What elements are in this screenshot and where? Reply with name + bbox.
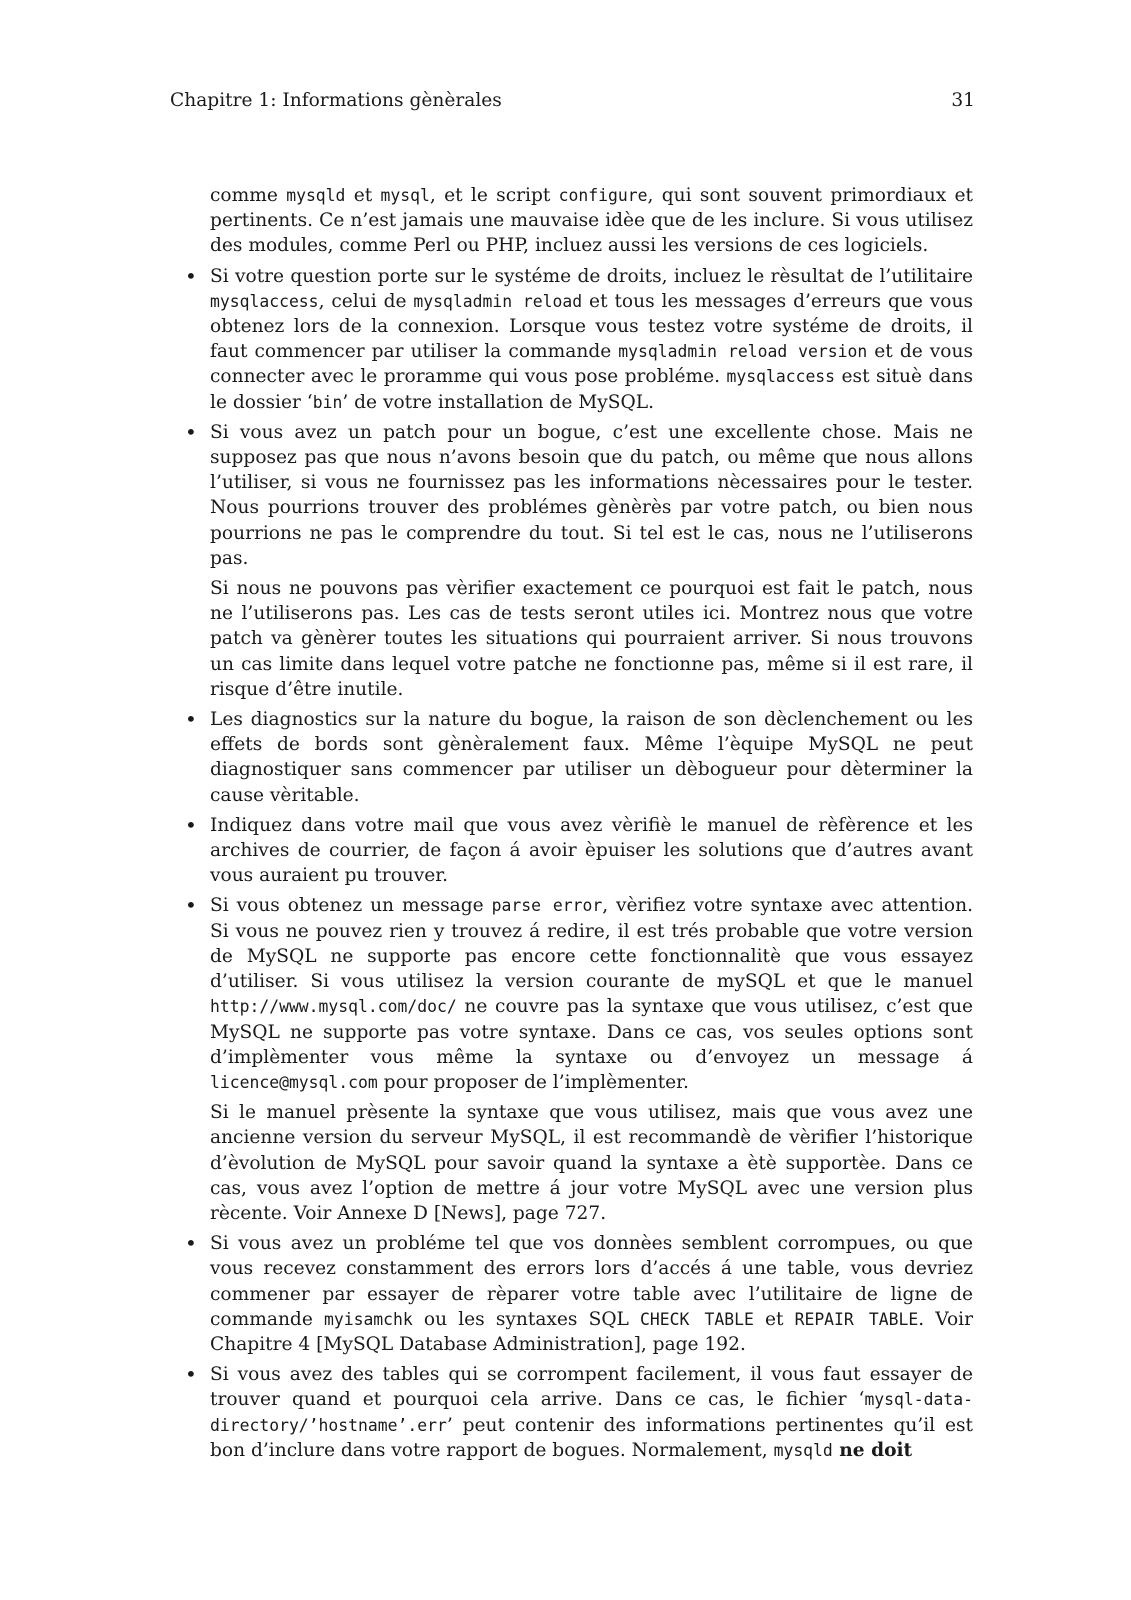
page-number: 31	[951, 90, 975, 111]
inline-code: REPAIR TABLE	[794, 1309, 919, 1329]
bullet-icon: •	[185, 1231, 197, 1256]
list-item	[185, 707, 973, 808]
list-item	[185, 1362, 973, 1463]
inline-code: mysqladmin reload	[413, 291, 583, 311]
bullet-icon: •	[185, 812, 197, 837]
list-item-text: Si votre question porte sur le systéme de droits, incluez le rèsultat de l’utilitaire mysqlaccess, celui de mysqladmin reload et tous les messages d’erreurs que vous obtenez lors de la connexion. Lorsque vous testez votre systéme de droits, il faut commencer par utiliser la commande mysqladmin reload version et de vous connecter avec le proramme qui vous pose probléme. mysqlaccess est situè dans le dossier ‘bin’ de votre installation de MySQL.	[210, 265, 973, 413]
inline-code: mysqld	[773, 1440, 833, 1460]
inline-code: mysqlaccess	[210, 291, 319, 311]
list-item-text: Si vous avez des tables qui se corrompent facilement, il vous faut essayer de trouver quand et pourquoi cela arrive. Dans ce cas, le fichier ‘mysql-data-directory/’hostname’.err’ peut contenir des informations pertinentes qu’il est bon d’inclure dans votre rapport de bogues. Normalement, mysqld ne doit	[210, 1364, 973, 1461]
inline-code: CHECK TABLE	[640, 1309, 754, 1329]
list-item-text: Si nous ne pouvons pas vèrifier exactement ce pourquoi est fait le patch, nous ne l’utiliserons pas. Les cas de tests seront utiles ici. Montrez nous que votre patch va gènèrer toutes les situations qui pourraient arriver. Si nous trouvons un cas limite dans lequel votre patche ne fonctionne pas, même si il est rare, il risque d’être inutile.	[210, 578, 973, 700]
bullet-icon: •	[185, 263, 197, 288]
list-item	[185, 893, 973, 1226]
running-title: Chapitre 1: Informations gènèrales	[170, 90, 502, 111]
list-item-text: Indiquez dans votre mail que vous avez vèrifiè le manuel de rèfèrence et les archives de courrier, de façon á avoir èpuiser les solutions que d’autres avant vous auraient pu trouver.	[210, 814, 973, 887]
inline-code: http://www.mysql.com/doc/	[210, 997, 457, 1017]
list-item-text: Si vous avez un patch pour un bogue, c’est une excellente chose. Mais ne supposez pas que nous n’avons besoin que du patch, ou même que nous allons l’utiliser, si vous ne fournissez pas les informations nècessaires pour le tester. Nous pourrions trouver des problémes gènèrès par votre patch, ou bien nous pourrions ne pas le comprendre du tout. Si tel est le cas, nous ne l’utiliserons pas.	[210, 421, 973, 569]
list-item-text: Si vous obtenez un message parse error, vèrifiez votre syntaxe avec attention. Si vous ne pouvez rien y trouvez á redire, il est trés probable que votre version de MySQL ne supporte pas encore cette fonctionnalitè que vous essayez d’utiliser. Si vous utilisez la version courante de mySQL et que le manuel http://www.mysql.com/doc/ ne couvre pas la syntaxe que vous utilisez, c’est que MySQL ne supporte pas votre syntaxe. Dans ce cas, vos seules options sont d’implèmenter vous même la syntaxe ou d’envoyez un message á licence@mysql.com pour proposer de l’implèmenter.	[210, 895, 973, 1093]
running-header	[170, 88, 975, 116]
inline-code: mysql-data-directory/’hostname’.err	[210, 1390, 973, 1435]
inline-code: mysqld	[286, 186, 346, 205]
inline-code: configure	[558, 186, 648, 205]
list-item-text: Si vous avez un probléme tel que vos donnèes semblent corrompues, ou que vous recevez constamment des errors lors d’accés á une table, vous devriez commener par essayer de rèparer votre table avec l’utilitaire de ligne de commande myisamchk ou les syntaxes SQL CHECK TABLE et REPAIR TABLE. Voir Chapitre 4 [MySQL Database Administration], page 192.	[210, 1233, 974, 1355]
inline-code: mysqladmin reload version	[618, 342, 868, 362]
list-item	[185, 812, 973, 889]
list-item	[185, 1231, 974, 1357]
list-item-text: Les diagnostics sur la nature du bogue, la raison de son dèclenchement ou les effets de bords sont gènèralement faux. Même l’èquipe MySQL ne peut diagnostiquer sans commencer par utiliser un dèbogueur pour dèterminer la cause vèritable.	[210, 709, 973, 806]
page-body	[185, 183, 974, 1468]
bullet-icon: •	[185, 893, 197, 918]
bullet-icon: •	[185, 707, 197, 732]
inline-code: parse error	[491, 896, 603, 916]
list-item	[185, 419, 973, 702]
bullet-icon: •	[185, 419, 197, 444]
inline-code: licence@mysql.com	[210, 1072, 378, 1092]
bold-text: ne doit	[832, 1439, 913, 1461]
continued-paragraph: comme mysqld et mysql, et le script configure, qui sont souvent primordiaux et pertinents. Ce n’est jamais une mauvaise idèe que de les inclure. Si vous utilisez des modules, comme Perl ou PHP, incluez aussi les versions de ces logiciels.	[210, 185, 973, 257]
inline-code: bin	[312, 392, 343, 412]
bullet-icon: •	[185, 1362, 197, 1387]
inline-code: myisamchk	[323, 1309, 413, 1329]
inline-code: mysql	[380, 186, 430, 205]
list-item	[185, 263, 973, 415]
list-item-text: Si le manuel prèsente la syntaxe que vous utilisez, mais que vous avez une ancienne version du serveur MySQL, il est recommandè de vèrifier l’historique d’èvolution de MySQL pour savoir quand la syntaxe a ètè supportèe. Dans ce cas, vous avez l’option de mettre á jour votre MySQL avec une version plus rècente. Voir Annexe D [News], page 727.	[210, 1102, 973, 1224]
inline-code: mysqlaccess	[726, 367, 836, 387]
